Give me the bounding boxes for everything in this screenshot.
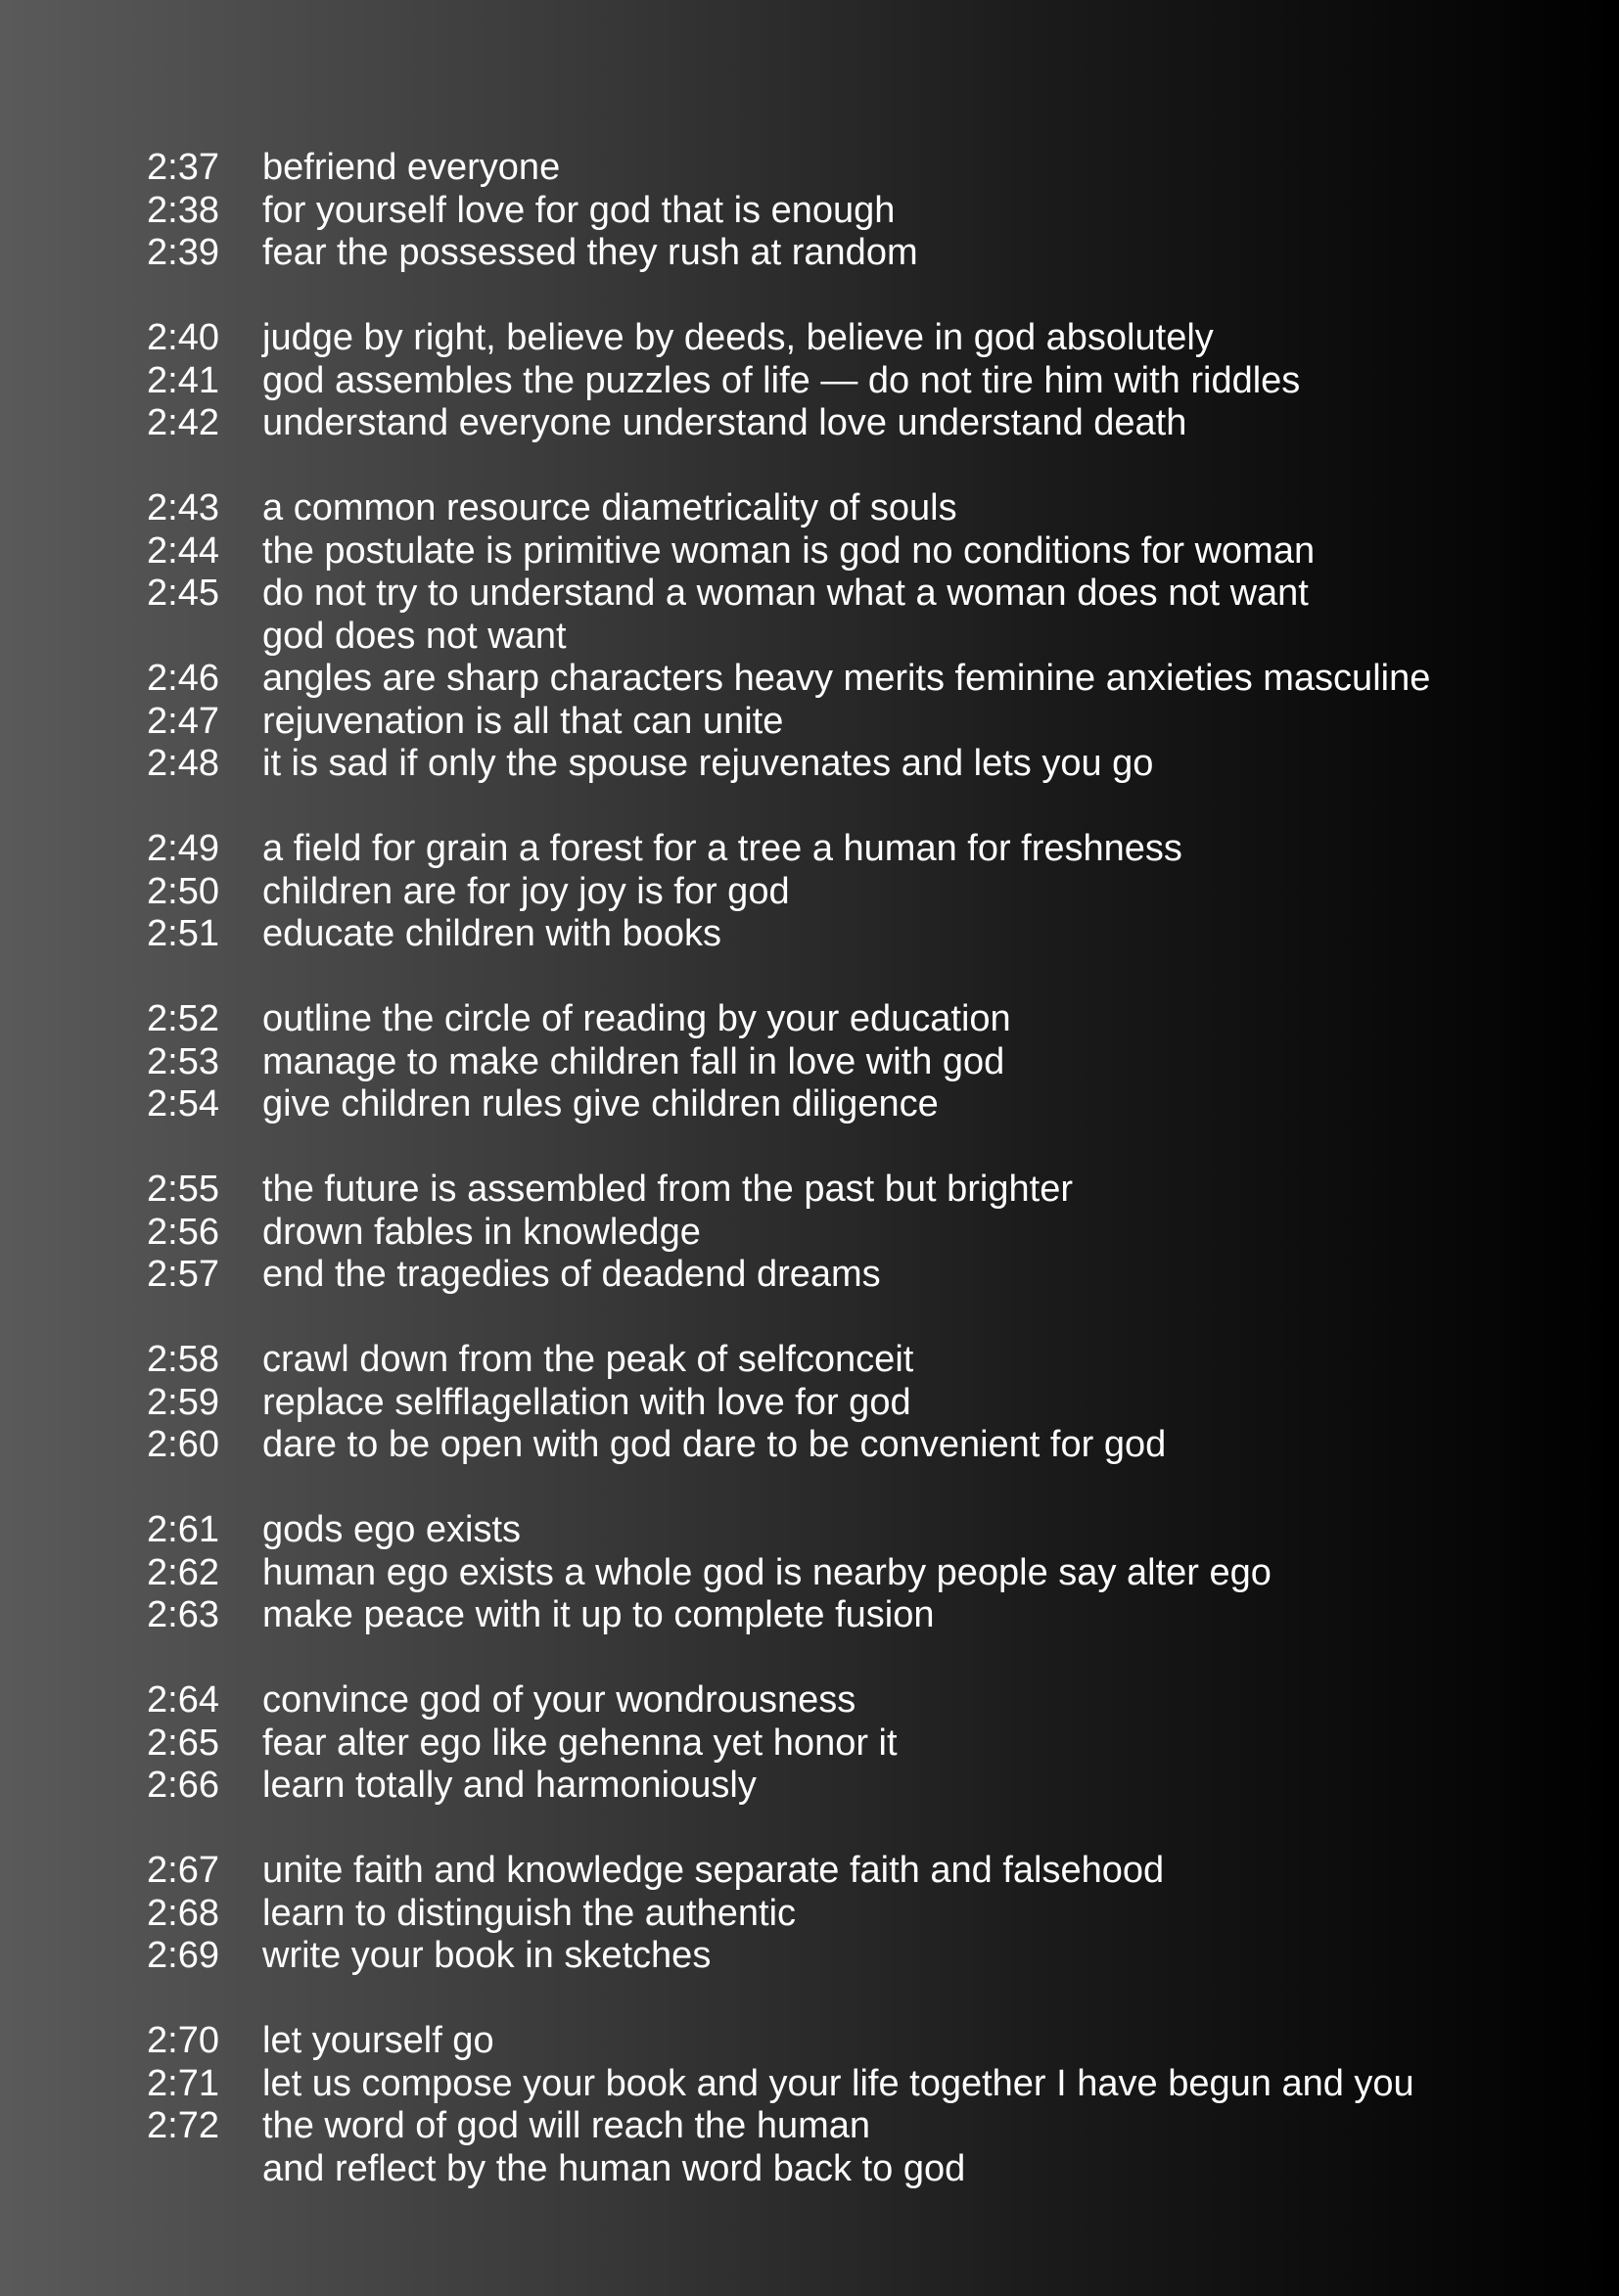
verse-number: 2:45	[147, 573, 219, 614]
verse-text	[262, 2063, 1414, 2106]
verse	[147, 998, 1596, 1041]
verse-number: 2:71	[147, 2062, 219, 2104]
verse	[147, 1169, 1596, 1212]
verse-line: dare to be open with god dare to be convenient for god	[262, 1424, 1167, 1465]
verse-list	[147, 147, 1596, 2233]
verse-line: give children rules give children diligence	[262, 1083, 939, 1125]
verse-text	[262, 913, 721, 956]
verse	[147, 1424, 1596, 1467]
verse-text	[262, 1893, 796, 1936]
verse-text	[262, 1594, 935, 1637]
verse	[147, 1722, 1596, 1766]
verse	[147, 743, 1596, 786]
verse-text	[262, 658, 1430, 701]
verse-line: gods ego exists	[262, 1509, 522, 1550]
verse-line: it is sad if only the spouse rejuvenates and lets you go	[262, 743, 1154, 784]
verse-line: for yourself love for god that is enough	[262, 189, 896, 231]
verse	[147, 1083, 1596, 1126]
verse-line: the future is assembled from the past but brighter	[262, 1169, 1073, 1210]
verse	[147, 1212, 1596, 1255]
verse-number: 2:47	[147, 700, 219, 742]
verse-number: 2:57	[147, 1254, 219, 1295]
stanza	[147, 487, 1596, 786]
verse-text	[262, 1935, 711, 1978]
verse-line: do not try to understand a woman what a woman does not want	[262, 573, 1309, 614]
verse	[147, 317, 1596, 360]
verse	[147, 360, 1596, 403]
verse	[147, 573, 1596, 658]
verse-text	[262, 871, 790, 914]
verse-text	[262, 1424, 1166, 1467]
verse	[147, 1679, 1596, 1722]
verse-number: 2:43	[147, 487, 219, 528]
verse-line: the postulate is primitive woman is god no conditions for woman	[262, 529, 1316, 572]
verse-number: 2:51	[147, 913, 219, 954]
verse-line: a common resource diametricality of souls	[262, 487, 957, 528]
verse-line: let yourself go	[262, 2020, 494, 2061]
verse-line: befriend everyone	[262, 147, 561, 188]
verse-text	[262, 190, 895, 233]
verse-line: convince god of your wondrousness	[262, 1679, 856, 1721]
verse-number: 2:64	[147, 1679, 219, 1721]
verse	[147, 701, 1596, 744]
verse-line: understand everyone understand love understand death	[262, 402, 1187, 443]
verse-number: 2:41	[147, 359, 219, 401]
verse-text	[262, 743, 1153, 786]
verse-line: crawl down from the peak of selfconceit	[262, 1339, 914, 1380]
verse-line: learn to distinguish the authentic	[262, 1892, 797, 1934]
stanza	[147, 147, 1596, 275]
verse-line: a field for grain a forest for a tree a human for freshness	[262, 828, 1182, 869]
verse-number: 2:52	[147, 998, 219, 1039]
verse	[147, 1594, 1596, 1637]
verse-text	[262, 530, 1315, 574]
verse	[147, 1552, 1596, 1595]
verse-text	[262, 2020, 494, 2063]
verse-number: 2:68	[147, 1892, 219, 1934]
verse-text	[262, 1552, 1272, 1595]
verse-line: let us compose your book and your life together I have begun and you	[262, 2062, 1414, 2104]
verse-text	[262, 1254, 881, 1297]
verse-line: fear alter ego like gehenna yet honor it	[262, 1722, 898, 1764]
verse-number: 2:46	[147, 658, 219, 699]
verse	[147, 871, 1596, 914]
verse-text	[262, 1765, 757, 1808]
verse-line: end the tragedies of deadend dreams	[262, 1254, 881, 1295]
verse	[147, 487, 1596, 530]
verse-text	[262, 573, 1309, 658]
verse-text	[262, 1722, 898, 1766]
verse-number: 2:59	[147, 1381, 219, 1423]
verse-line: unite faith and knowledge separate faith and falsehood	[262, 1850, 1165, 1891]
verse-number: 2:53	[147, 1040, 219, 1082]
verse-text	[262, 828, 1182, 871]
verse	[147, 1935, 1596, 1978]
stanza	[147, 1169, 1596, 1297]
verse-text	[262, 487, 957, 530]
verse-text	[262, 701, 783, 744]
verse-text	[262, 1382, 911, 1425]
verse-line: rejuvenation is all that can unite	[262, 700, 784, 742]
verse-number: 2:67	[147, 1850, 219, 1891]
verse-number: 2:49	[147, 828, 219, 869]
verse-number: 2:42	[147, 402, 219, 443]
stanza	[147, 2020, 1596, 2190]
stanza	[147, 1509, 1596, 1637]
verse-text	[262, 1083, 939, 1126]
verse-number: 2:40	[147, 317, 219, 358]
verse	[147, 1509, 1596, 1552]
verse-text	[262, 1212, 701, 1255]
stanza	[147, 1850, 1596, 1978]
verse	[147, 190, 1596, 233]
verse-line: god assembles the puzzles of life — do not tire him with riddles	[262, 359, 1301, 401]
verse	[147, 530, 1596, 574]
stanza	[147, 828, 1596, 956]
verse-text	[262, 2105, 965, 2190]
verse-text	[262, 1509, 521, 1552]
verse	[147, 147, 1596, 190]
verse-number: 2:38	[147, 189, 219, 231]
verse-number: 2:66	[147, 1765, 219, 1806]
verse-number: 2:62	[147, 1551, 219, 1593]
verse-text	[262, 998, 1011, 1041]
verse-number: 2:48	[147, 743, 219, 784]
verse-text	[262, 232, 918, 275]
verse-text	[262, 1041, 1004, 1084]
verse-line: angles are sharp characters heavy merits feminine anxieties masculine	[262, 658, 1431, 699]
verse-line: learn totally and harmoniously	[262, 1765, 757, 1806]
verse-number: 2:61	[147, 1509, 219, 1550]
verse-line: make peace with it up to complete fusion	[262, 1594, 935, 1635]
verse-text	[262, 1679, 856, 1722]
verse-number: 2:72	[147, 2105, 219, 2146]
verse-line: outline the circle of reading by your education	[262, 998, 1011, 1039]
verse	[147, 1765, 1596, 1808]
verse-number: 2:56	[147, 1211, 219, 1253]
verse-line: god does not want	[262, 615, 567, 657]
verse-line: replace selfflagellation with love for god	[262, 1381, 911, 1423]
stanza	[147, 1679, 1596, 1808]
verse-line: drown fables in knowledge	[262, 1211, 701, 1253]
verse-text	[262, 1850, 1164, 1893]
verse-text	[262, 402, 1186, 445]
verse-number: 2:55	[147, 1169, 219, 1210]
verse-line: fear the possessed they rush at random	[262, 232, 918, 273]
verse-line: the word of god will reach the human	[262, 2105, 871, 2146]
verse-line: write your book in sketches	[262, 1935, 712, 1976]
verse-text	[262, 1339, 913, 1382]
verse	[147, 1041, 1596, 1084]
verse	[147, 1893, 1596, 1936]
verse	[147, 913, 1596, 956]
verse-line: judge by right, believe by deeds, believe in god absolutely	[262, 317, 1214, 358]
verse	[147, 658, 1596, 701]
verse-text	[262, 360, 1300, 403]
verse-number: 2:69	[147, 1935, 219, 1976]
stanza	[147, 317, 1596, 445]
verse-number: 2:63	[147, 1594, 219, 1635]
verse	[147, 1382, 1596, 1425]
verse-number: 2:70	[147, 2020, 219, 2061]
verse-line: educate children with books	[262, 913, 721, 954]
verse-line: manage to make children fall in love with god	[262, 1040, 1005, 1082]
verse	[147, 1339, 1596, 1382]
verse-line: and reflect by the human word back to god	[262, 2147, 966, 2189]
verse-number: 2:58	[147, 1339, 219, 1380]
verse	[147, 828, 1596, 871]
verse-number: 2:50	[147, 870, 219, 912]
verse-text	[262, 1169, 1073, 1212]
verse-line: human ego exists a whole god is nearby people say alter ego	[262, 1551, 1272, 1593]
verse-text	[262, 317, 1214, 360]
verse	[147, 2020, 1596, 2063]
verse-number: 2:37	[147, 147, 219, 188]
verse-number: 2:65	[147, 1722, 219, 1764]
verse	[147, 402, 1596, 445]
verse-number: 2:54	[147, 1083, 219, 1125]
verse-number: 2:60	[147, 1424, 219, 1465]
verse-number: 2:44	[147, 529, 219, 572]
verse	[147, 2105, 1596, 2190]
verse	[147, 2063, 1596, 2106]
verse	[147, 1254, 1596, 1297]
stanza	[147, 998, 1596, 1126]
stanza	[147, 1339, 1596, 1467]
verse-text	[262, 147, 560, 190]
verse-line: children are for joy joy is for god	[262, 870, 790, 912]
verse	[147, 1850, 1596, 1893]
verse-number: 2:39	[147, 232, 219, 273]
verse	[147, 232, 1596, 275]
